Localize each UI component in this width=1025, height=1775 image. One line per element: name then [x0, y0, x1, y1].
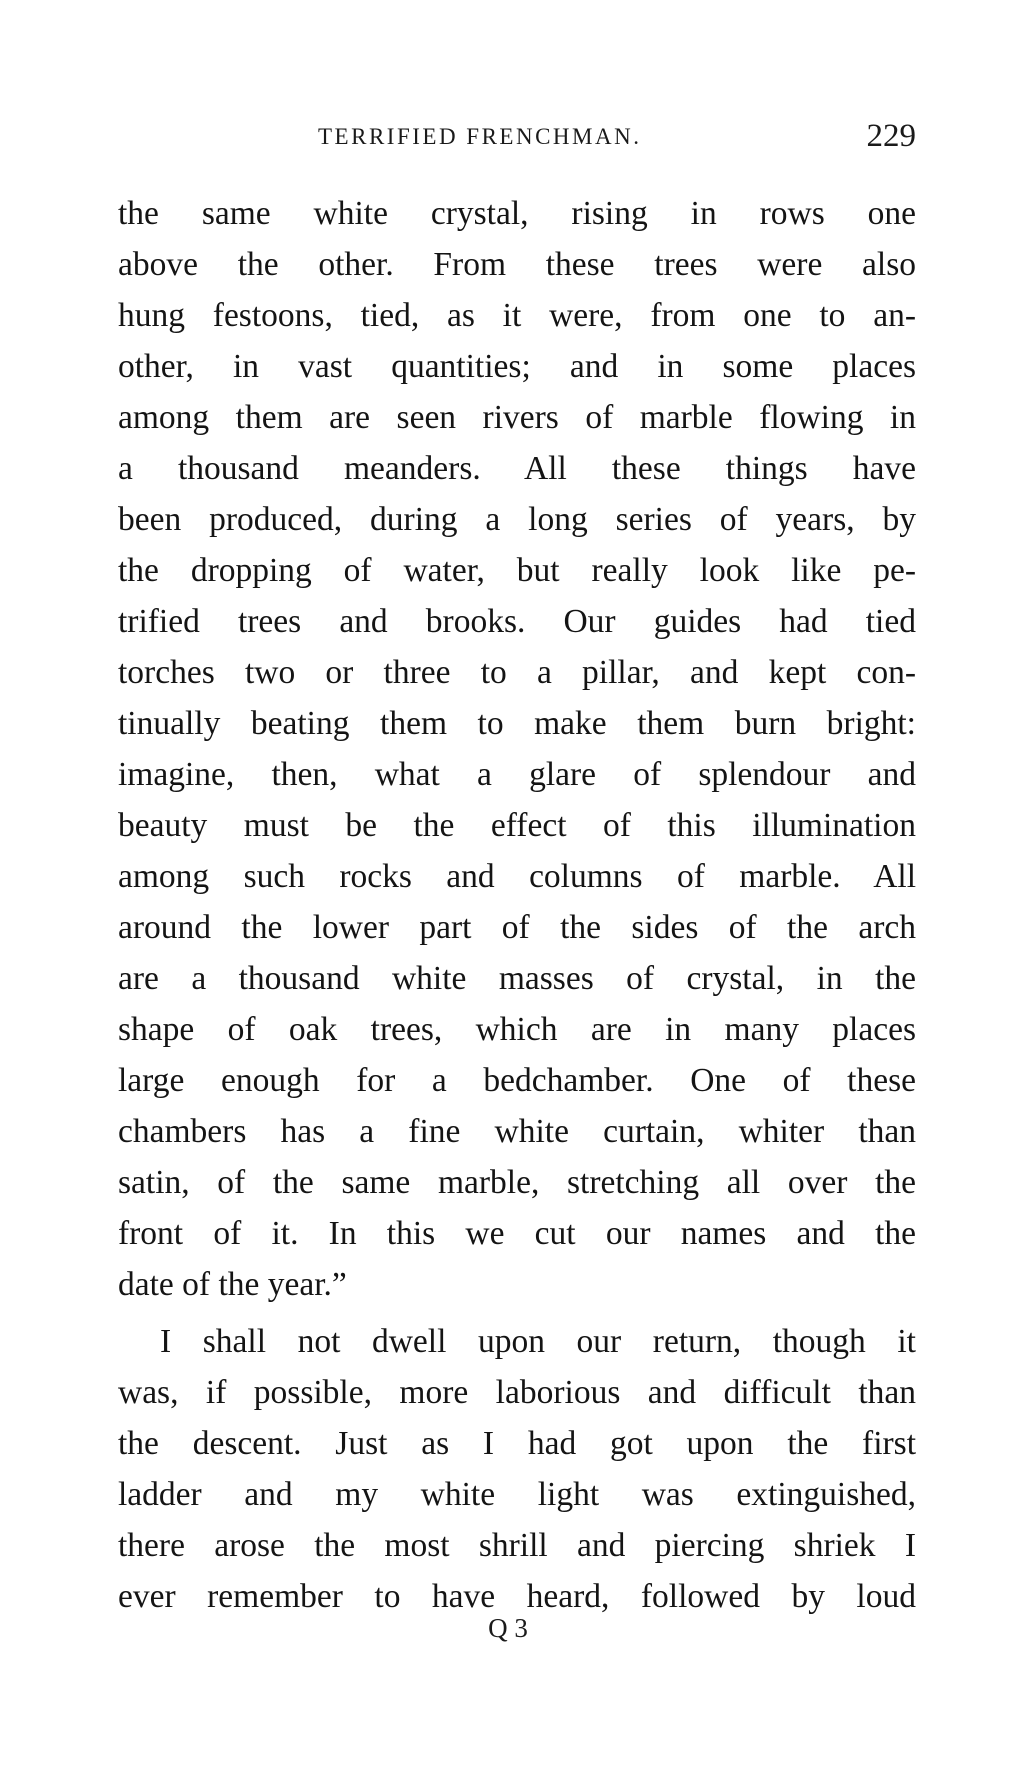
- text-line: ladder and my white light was extinguished,: [118, 1476, 916, 1513]
- text-line: front of it. In this we cut our names and the: [118, 1215, 916, 1252]
- text-line: hung festoons, tied, as it were, from one to an-: [118, 297, 916, 334]
- text-line: tinually beating them to make them burn bright:: [118, 705, 916, 742]
- text-line: been produced, during a long series of years, by: [118, 501, 916, 538]
- body-text: [118, 188, 916, 1622]
- text-line: large enough for a bedchamber. One of these: [118, 1062, 916, 1099]
- text-line: the same white crystal, rising in rows one: [118, 195, 916, 232]
- signature-mark: Q 3: [488, 1613, 528, 1643]
- running-head: [118, 118, 916, 158]
- text-line: beauty must be the effect of this illumination: [118, 807, 916, 844]
- text-line: among such rocks and columns of marble. All: [118, 858, 916, 895]
- text-line: shape of oak trees, which are in many places: [118, 1011, 916, 1048]
- text-line: the dropping of water, but really look like pe-: [118, 552, 916, 589]
- text-line: torches two or three to a pillar, and kept con-: [118, 654, 916, 691]
- paragraph-2: [118, 1316, 916, 1622]
- text-line: a thousand meanders. All these things have: [118, 450, 916, 487]
- text-line: trified trees and brooks. Our guides had tied: [118, 603, 916, 640]
- text-line: was, if possible, more laborious and difficult than: [118, 1374, 916, 1411]
- page-number: 229: [866, 118, 916, 154]
- text-line: are a thousand white masses of crystal, in the: [118, 960, 916, 997]
- text-line: satin, of the same marble, stretching all over the: [118, 1164, 916, 1201]
- text-line: imagine, then, what a glare of splendour and: [118, 756, 916, 793]
- text-line: ever remember to have heard, followed by loud: [118, 1578, 916, 1615]
- text-line: I shall not dwell upon our return, though it: [160, 1323, 916, 1360]
- text-line: above the other. From these trees were also: [118, 246, 916, 283]
- text-line: around the lower part of the sides of the arch: [118, 909, 916, 946]
- text-line: among them are seen rivers of marble flowing in: [118, 399, 916, 436]
- running-title: TERRIFIED FRENCHMAN.: [318, 124, 642, 149]
- text-line: there arose the most shrill and piercing shriek I: [118, 1527, 916, 1564]
- text-line: date of the year.”: [118, 1266, 347, 1303]
- paragraph-1: [118, 188, 916, 1310]
- text-line: chambers has a fine white curtain, whiter than: [118, 1113, 916, 1150]
- text-line: other, in vast quantities; and in some places: [118, 348, 916, 385]
- text-line: the descent. Just as I had got upon the first: [118, 1425, 916, 1462]
